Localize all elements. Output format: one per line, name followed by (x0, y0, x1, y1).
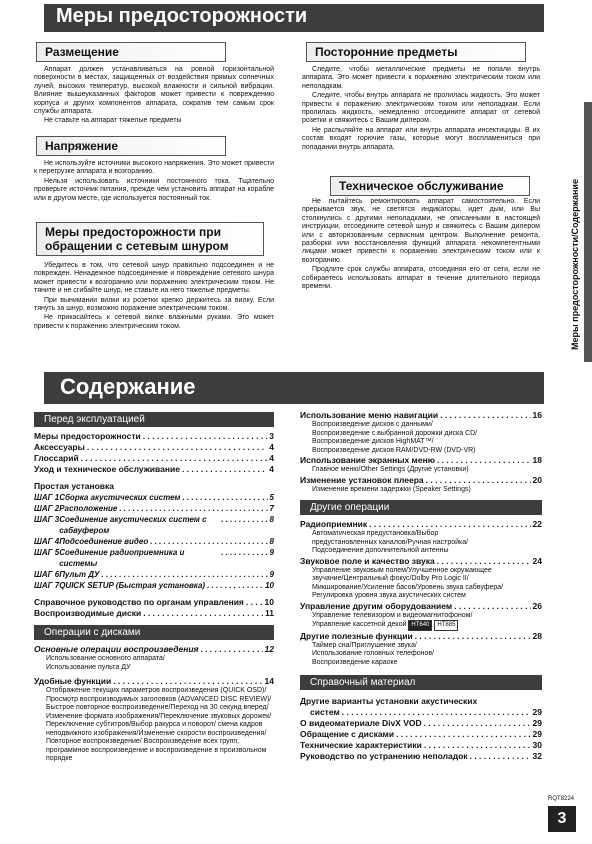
side-marker (584, 102, 592, 362)
toc-item[interactable]: Использование экранных меню . . . 18 (300, 455, 542, 466)
toc-step[interactable]: ШАГ 6 Пульт ДУ . . . 9 (34, 569, 274, 580)
toc-item[interactable]: Руководство по устранению неполадок . . . 32 (300, 751, 542, 762)
toc-right (300, 410, 542, 762)
model-tag: HT885 (434, 620, 458, 631)
placement-para-1: Аппарат должен устанавливаться на ровной горизонтальной поверхности в местах, защищенных от воздействия прямых солнечных лучей, высоких температур, высокой влажности и сильной вибрации. Влияние вышеуказанных факторов может привести к повреждению корпуса и других компонентов аппарата, сократив тем самым срок службы аппарата. (34, 66, 274, 116)
tab-before-use: Перед эксплуатацией (34, 412, 274, 427)
toc-item[interactable]: Звуковое поле и качество звука . . . 24 (300, 556, 542, 567)
placement-title: Размещение (45, 45, 119, 59)
service-title: Техническое обслуживание (339, 179, 504, 193)
section-title-foreign (306, 42, 526, 62)
toc-item[interactable]: Радиоприемник . . . 22 (300, 519, 542, 530)
toc-step[interactable]: ШАГ 2 Расположение . . . 7 (34, 503, 274, 514)
toc-sub: Воспроизведение дисков HighMAT™/ (312, 438, 434, 445)
toc-sub: Использование основного аппарата/ (46, 655, 165, 662)
tab-other-operations: Другие операции (300, 500, 542, 515)
cord-para-2: При вынимании вилки из розетки крепко держитесь за вилку. Если тянуть за шнур, возможно поражение электрическим током. (34, 296, 274, 313)
service-para-1: Не пытайтесь ремонтировать аппарат самостоятельно. Если прерывается звук, не светятся индикаторы, идет дым, или Вы столкнулись с другими неполадками, не описанными в настоящей инструкции, отсоедините сетевой шнур и свяжитесь с Вашим дилером или с авторизованным сервисным центром. Выполнение ремонта, разборки или восстановления функций аппарата некомпетентными лицами может привести к поражению электрическим током или к возгоранию. (302, 198, 540, 264)
foreign-text (302, 66, 540, 153)
toc-step[interactable]: ШАГ 5 Соединение радиоприемника и системы . . . 9 (34, 547, 274, 569)
toc-left (34, 412, 274, 764)
toc-item[interactable]: Обращение с дисками . . . 29 (300, 729, 542, 740)
section-title-voltage (36, 136, 226, 156)
toc-sub: Воспроизведение с выбранной дорожки диска CD/ (312, 429, 478, 437)
toc-sub: Микширование/Усиление басов/Уровень звука сабвуфера/ (312, 583, 504, 591)
toc-item[interactable]: Справочное руководство по органам управления . . . 10 (34, 597, 274, 608)
section-title-cord (36, 222, 264, 256)
voltage-text (34, 160, 274, 204)
toc-item[interactable]: Использование меню навигации . . . 16 (300, 410, 542, 421)
toc-item[interactable]: Воспроизводимые диски . . . 11 (34, 608, 274, 619)
cord-title-line2: обращении с сетевым шнуром (45, 239, 229, 253)
toc-step[interactable]: ШАГ 1 Сборка акустических систем . . . 5 (34, 492, 274, 503)
placement-para-2: Не ставьте на аппарат тяжелые предметы (44, 117, 182, 125)
tab-reference: Справочный материал (300, 675, 542, 690)
toc-item[interactable]: Технические характеристики . . . 30 (300, 740, 542, 751)
toc-step[interactable]: ШАГ 4 Подсоединение видео . . . 8 (34, 536, 274, 547)
foreign-para-2: Следите, чтобы внутрь аппарата не пролилась жидкость. Это может привести к поражению электрическим током или неполадкам. Если пролилась жидкость, немедленно отсоедините аппарат от сетевой розетки и свяжитесь с Вашим дилером. (302, 92, 540, 125)
toc-sub: звучание/Центральный фокус/Dolby Pro Logic II/ (312, 575, 469, 582)
toc-item[interactable]: Изменение установок плеера . . . 20 (300, 475, 542, 486)
toc-item[interactable]: Другие варианты установки акустических (300, 696, 478, 706)
toc-sub: Использование пульта ДУ (46, 663, 131, 671)
toc-sub: Отображение текущих параметров воспроизведения (QUICK OSD)/Просмотр воспроизводимых заголовков (ADVANCED DISC REVIEW)/Быстрое повторное воспроизведение/Переход на 30 секунд вперед/Изменение формата изображения/Переключение звуковых дорожек/ Переключение субтитров/Выбор ракурса и поворот/ смена кадров неподвижного изображения/Изменение скорости воспроизведения/Повторное воспроизведение/ Воспроизведение всех групп, программное воспроизведение и воспроизведение в произвольном порядке (46, 687, 272, 762)
voltage-para-2: Нельзя использовать источники постоянного тока. Тщательно проверьте источник питания, прежде чем установить аппарат на корабле или в другом месте, где используется постоянный ток. (34, 177, 274, 202)
header-banner-contents (44, 372, 544, 404)
toc-sub: Воспроизведение дисков RAM/DVD-RW (DVD-VR) (312, 446, 476, 454)
placement-text (34, 66, 274, 127)
toc-item[interactable]: Аксессуары . . . 4 (34, 442, 274, 453)
toc-sub: предустановленных каналов/Ручная настройка/ (312, 538, 469, 546)
toc-sub: Регулировка уровня звука акустических систем (312, 592, 466, 599)
toc-step[interactable]: ШАГ 7 QUICK SETUP (Быстрая установка) . . . 10 (34, 580, 274, 591)
toc-item[interactable]: систем . . . 29 (300, 707, 542, 718)
toc-item[interactable]: Удобные функции . . . 14 (34, 676, 274, 687)
side-label: Меры предосторожности/Содержание (570, 179, 580, 350)
doc-code: RQT8224 (548, 796, 575, 802)
toc-sub: Автоматическая предустановка/Выбор (312, 530, 439, 537)
toc-item[interactable]: Уход и техническое обслуживание . . . 4 (34, 464, 274, 475)
toc-item[interactable]: О видеоматериале DivX VOD . . . 29 (300, 718, 542, 729)
toc-item[interactable]: Глоссарий . . . 4 (34, 453, 274, 464)
section-title-placement (36, 42, 226, 62)
toc-item[interactable]: Другие полезные функции . . . 28 (300, 631, 542, 642)
page-title-precautions: Меры предосторожности (56, 5, 308, 27)
toc-sub: Главное меню/Other Settings (Другие установки) (312, 466, 469, 473)
voltage-title: Напряжение (45, 139, 119, 153)
setup-heading: Простая установка (34, 481, 114, 491)
service-text (302, 198, 540, 292)
cord-text (34, 262, 274, 332)
toc-sub: Подсоединение дополнительной антенны (312, 547, 449, 554)
foreign-title: Посторонние предметы (315, 45, 458, 59)
page-number: 3 (548, 806, 576, 832)
toc-sub: Воспроизведение караоке (312, 658, 398, 666)
foreign-para-3: Не распыляйте на аппарат или внутрь аппарата инсектициды. В их состав входят горючие газы, которые могут воспламениться при попадании внутрь аппарата. (302, 126, 540, 151)
voltage-para-1: Не используйте источники высокого напряжения. Это может привести к перегрузке аппарата и возгоранию. (34, 160, 274, 176)
foreign-para-1: Следите, чтобы металлические предметы не попали внутрь аппарата. Это может привести к поражению электрическим током или неполадкам. (302, 66, 540, 90)
model-tag: HT640 (408, 620, 432, 631)
toc-item[interactable]: Управление другим оборудованием . . . 26 (300, 601, 542, 612)
toc-sub: Управление звуковым полем/Улучшенное окружающее (312, 566, 492, 574)
cord-para-1: Убедитесь в том, что сетевой шнур правильно подсоединен и не поврежден. Ненадежное подсоединение и повреждение сетевого шнура может привести к возгоранию или поражению электрическим током. Не тяните и не сгибайте шнур, не ставьте на него тяжелые предметы. (34, 262, 274, 295)
toc-sub: Управление телевизором и видеомагнитофоном/ (312, 611, 473, 619)
cord-para-3: Не прикасайтесь к сетевой вилке влажными руками. Это может привести к поражению электрическим током. (34, 314, 274, 330)
cord-title-line1: Меры предосторожности при (45, 225, 221, 239)
section-title-service (330, 176, 530, 196)
toc-sub: Воспроизведение дисков с данными/ (312, 421, 433, 428)
toc-item[interactable]: Основные операции воспроизведения . . . 12 (34, 644, 274, 655)
page-title-contents: Содержание (60, 374, 196, 399)
toc-sub: Таймер сна/Приглушение звука/ (312, 641, 417, 649)
toc-step[interactable]: ШАГ 3 Соединение акустических систем с сабвуфером . . . 8 (34, 514, 274, 536)
header-banner-precautions (44, 4, 544, 32)
toc-sub: Использование головных телефонов/ (312, 650, 435, 657)
toc-sub: Управление кассетной декой HT640 HT885 (300, 620, 542, 631)
service-para-2: Продлите срок службы аппарата, отсоединяя его от сети, если не собираетесь использовать аппарат в течение длительного периода времени. (302, 266, 540, 291)
toc-item[interactable]: Меры предосторожности . . . 3 (34, 431, 274, 442)
toc-sub: Изменение времени задержки (Speaker Settings) (312, 485, 471, 493)
tab-disc-operations: Операции с дисками (34, 625, 274, 640)
